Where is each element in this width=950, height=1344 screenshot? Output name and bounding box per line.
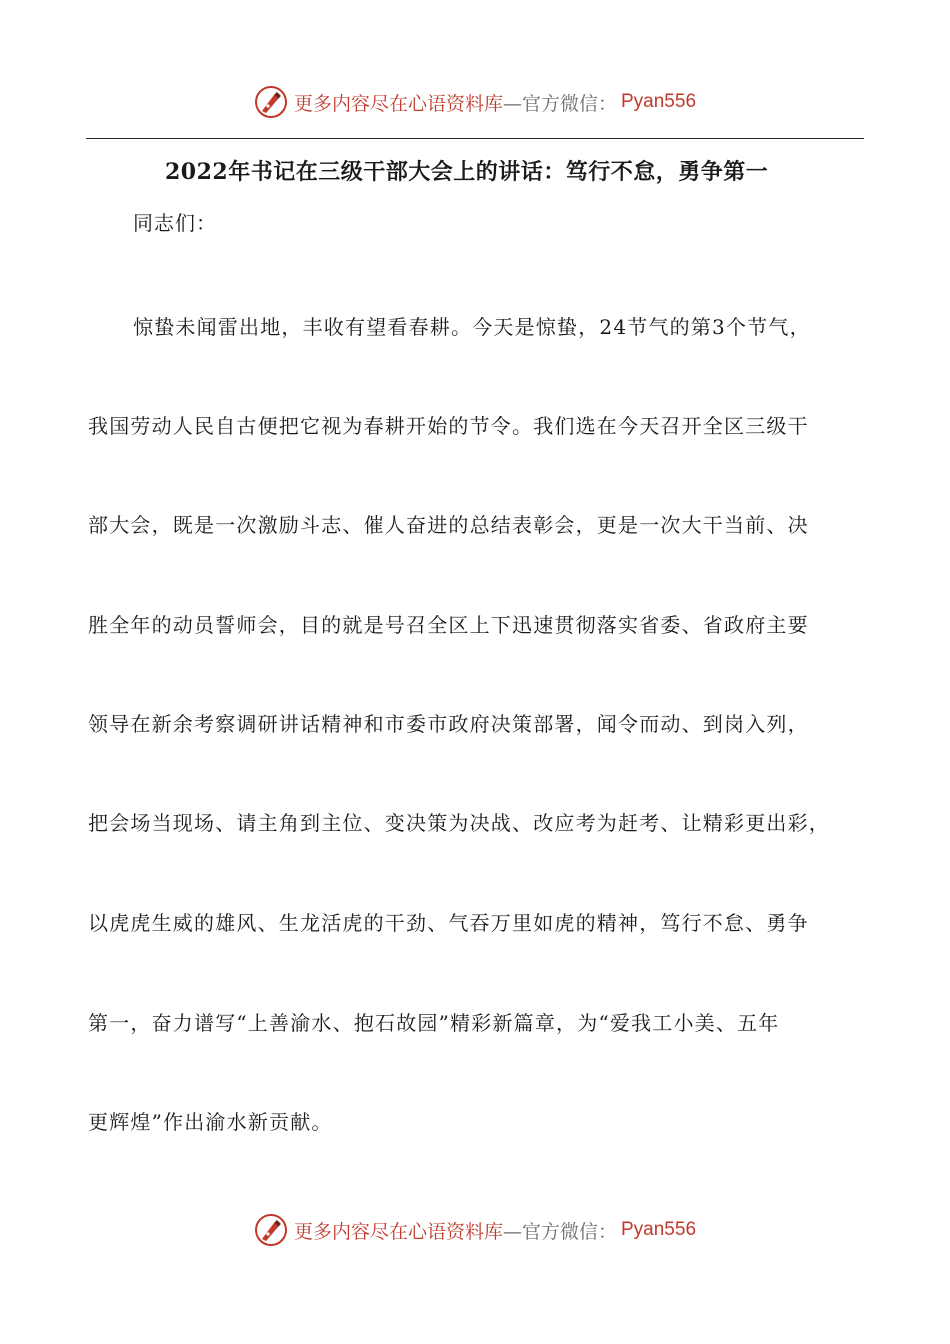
banner-wechat-id: Pyan556 xyxy=(621,91,697,112)
banner-separator-text: —官方微信： xyxy=(502,1220,617,1243)
footer-banner xyxy=(0,1210,950,1250)
body-line: 第一，奋力谱写“上善渝水、抱石故园”精彩新篇章，为“爱我工小美、五年 xyxy=(88,1011,780,1035)
banner-main-text: 更多内容尽在心语资料库 xyxy=(293,1220,503,1243)
banner-separator-text: —官方微信： xyxy=(502,92,617,115)
banner-wechat-id: Pyan556 xyxy=(621,1219,697,1240)
body-line: 把会场当现场、请主角到主位、变决策为决战、改应考为赶考、让精彩更出彩， xyxy=(88,811,830,835)
body-line: 我国劳动人民自古便把它视为春耕开始的节令。我们选在今天召开全区三级干 xyxy=(88,414,809,438)
banner-main-text: 更多内容尽在心语资料库 xyxy=(293,92,503,115)
document-title: 2022年书记在三级干部大会上的讲话：笃行不怠，勇争第一 xyxy=(165,159,769,185)
body-line: 领导在新余考察调研讲话精神和市委市政府决策部署，闻令而动、到岗入列， xyxy=(88,712,809,736)
body-line: 部大会，既是一次激励斗志、催人奋进的总结表彰会，更是一次大干当前、决 xyxy=(88,513,809,537)
body-line: 更辉煌”作出渝水新贡献。 xyxy=(88,1110,333,1134)
header-divider xyxy=(86,138,864,139)
header-banner xyxy=(0,82,950,122)
body-line: 胜全年的动员誓师会，目的就是号召全区上下迅速贯彻落实省委、省政府主要 xyxy=(88,613,809,637)
pen-nib-logo-icon xyxy=(254,1213,288,1247)
salutation: 同志们： xyxy=(133,211,217,235)
pen-nib-logo-icon xyxy=(254,85,288,119)
body-line: 惊蛰未闻雷出地，丰收有望看春耕。今天是惊蛰，24节气的第3个节气， xyxy=(133,315,811,339)
body-line: 以虎虎生威的雄风、生龙活虎的干劲、气吞万里如虎的精神，笃行不怠、勇争 xyxy=(88,911,809,935)
